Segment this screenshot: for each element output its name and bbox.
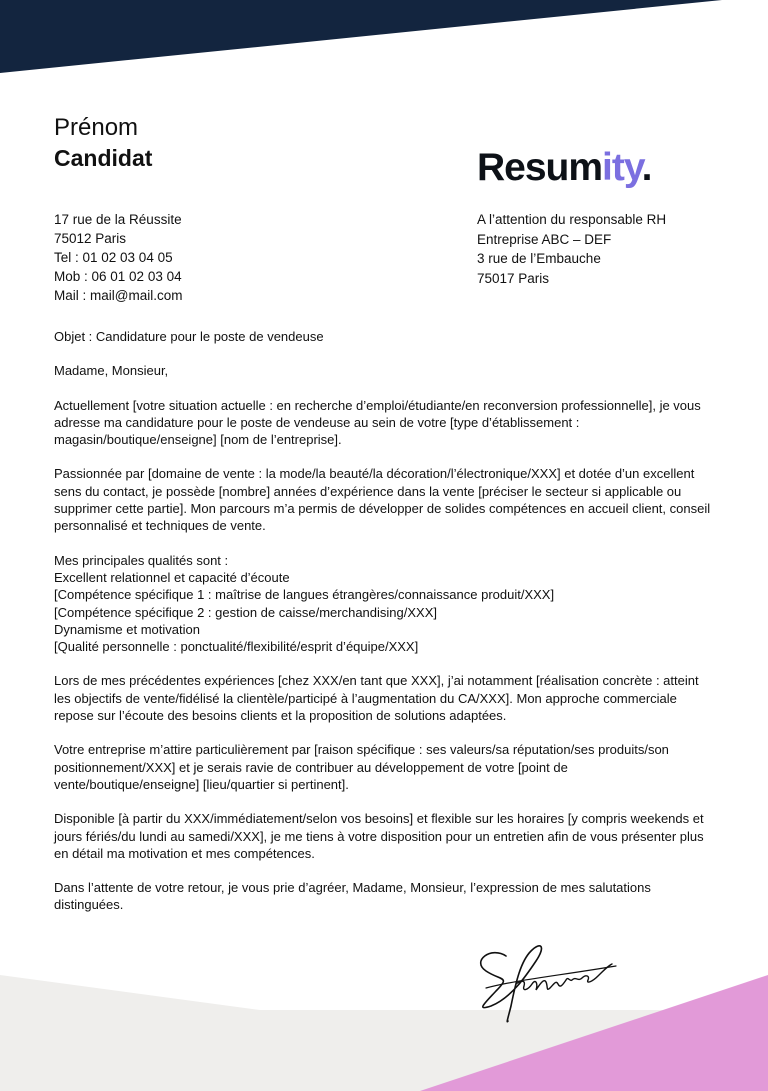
letter-paragraph-5: Disponible [à partir du XXX/immédiatement/selon vos besoins] et flexible sur les horaires [y compris weekends et jours fériés/du lundi au samedi/XXX], je me tiens à votre disposition pour un entretien afin de vous présenter plus en détail ma motivation et mes compétences.	[54, 811, 704, 861]
sender-contact-block	[54, 210, 182, 305]
quality-item: [Compétence spécifique 1 : maîtrise de langues étrangères/connaissance produit/XXX]	[54, 587, 555, 603]
candidate-last-name: Candidat	[54, 145, 153, 171]
letter-subject: Objet : Candidature pour le poste de vendeuse	[54, 329, 324, 344]
logo-text-main: Resum	[477, 146, 603, 189]
letter-paragraph-4: Votre entreprise m’attire particulièrement par [raison spécifique : ses valeurs/sa réputation/ses produits/son positionnement/XXX] et je serais ravie de contribuer au développement de votre [point de vente/boutique/enseigne] [lieu/quartier si pertinent].	[54, 742, 669, 792]
letter-paragraph-2: Passionnée par [domaine de vente : la mode/la beauté/la décoration/l’électronique/XXX] et dotée d’un excellent sens du contact, je possède [nombre] années d’expérience dans la vente [préciser le secteur si applicable ou supprimer cette partie]. Mon parcours m’a permis de développer de solides compétences en accueil client, conseil personnalisé et techniques de vente.	[54, 466, 711, 534]
qualities-title: Mes principales qualités sont :	[54, 552, 229, 568]
recipient-block	[477, 210, 666, 288]
logo-text-accent: ity	[602, 146, 642, 189]
top-navy-banner	[0, 0, 722, 73]
recipient-attention: A l’attention du responsable RH	[477, 212, 667, 227]
sender-mail: Mail : mail@mail.com	[54, 288, 183, 303]
candidate-first-name: Prénom	[54, 114, 139, 141]
recipient-company: Entreprise ABC – DEF	[477, 231, 612, 247]
resumity-logo	[477, 146, 652, 190]
recipient-city: 75017 Paris	[477, 270, 550, 286]
bottom-grey-shape	[0, 975, 768, 1091]
sender-city: 75012 Paris	[54, 231, 127, 246]
letter-closing: Dans l’attente de votre retour, je vous prie d’agréer, Madame, Monsieur, l’expression de mes salutations distinguées.	[54, 880, 651, 913]
sender-mobile: Mob : 06 01 02 03 04	[54, 269, 182, 284]
logo-text-dot: .	[641, 146, 652, 189]
quality-item: Dynamisme et motivation	[54, 621, 200, 637]
letter-paragraph-3: Lors de mes précédentes expériences [chez XXX/en tant que XXX], j’ai notamment [réalisation concrète : atteint les objectifs de vente/fidélisé la clientèle/participé à l’augmentation du CA/XXX]. Mon approche commerciale repose sur l’écoute des besoins clients et la proposition de solutions adaptées.	[54, 673, 699, 724]
quality-item: Excellent relationnel et capacité d’écoute	[54, 569, 290, 585]
quality-item: [Qualité personnelle : ponctualité/flexibilité/esprit d’équipe/XXX]	[54, 639, 419, 655]
qualities-list	[54, 569, 714, 655]
quality-item: [Compétence spécifique 2 : gestion de caisse/merchandising/XXX]	[54, 604, 437, 620]
letter-paragraph-1: Actuellement [votre situation actuelle : en recherche d’emploi/étudiante/en reconversion professionnelle], je vous adresse ma candidature pour le poste de vendeuse au sein de votre [type d’établissement : magasin/boutique/enseigne] [nom de l’entreprise].	[54, 397, 701, 448]
sender-address: 17 rue de la Réussite	[54, 212, 182, 227]
sender-tel: Tel : 01 02 03 04 05	[54, 250, 173, 265]
letter-greeting: Madame, Monsieur,	[54, 363, 169, 379]
handwritten-signature	[466, 936, 626, 1026]
recipient-street: 3 rue de l’Embauche	[477, 251, 601, 266]
letter-body	[54, 328, 714, 931]
